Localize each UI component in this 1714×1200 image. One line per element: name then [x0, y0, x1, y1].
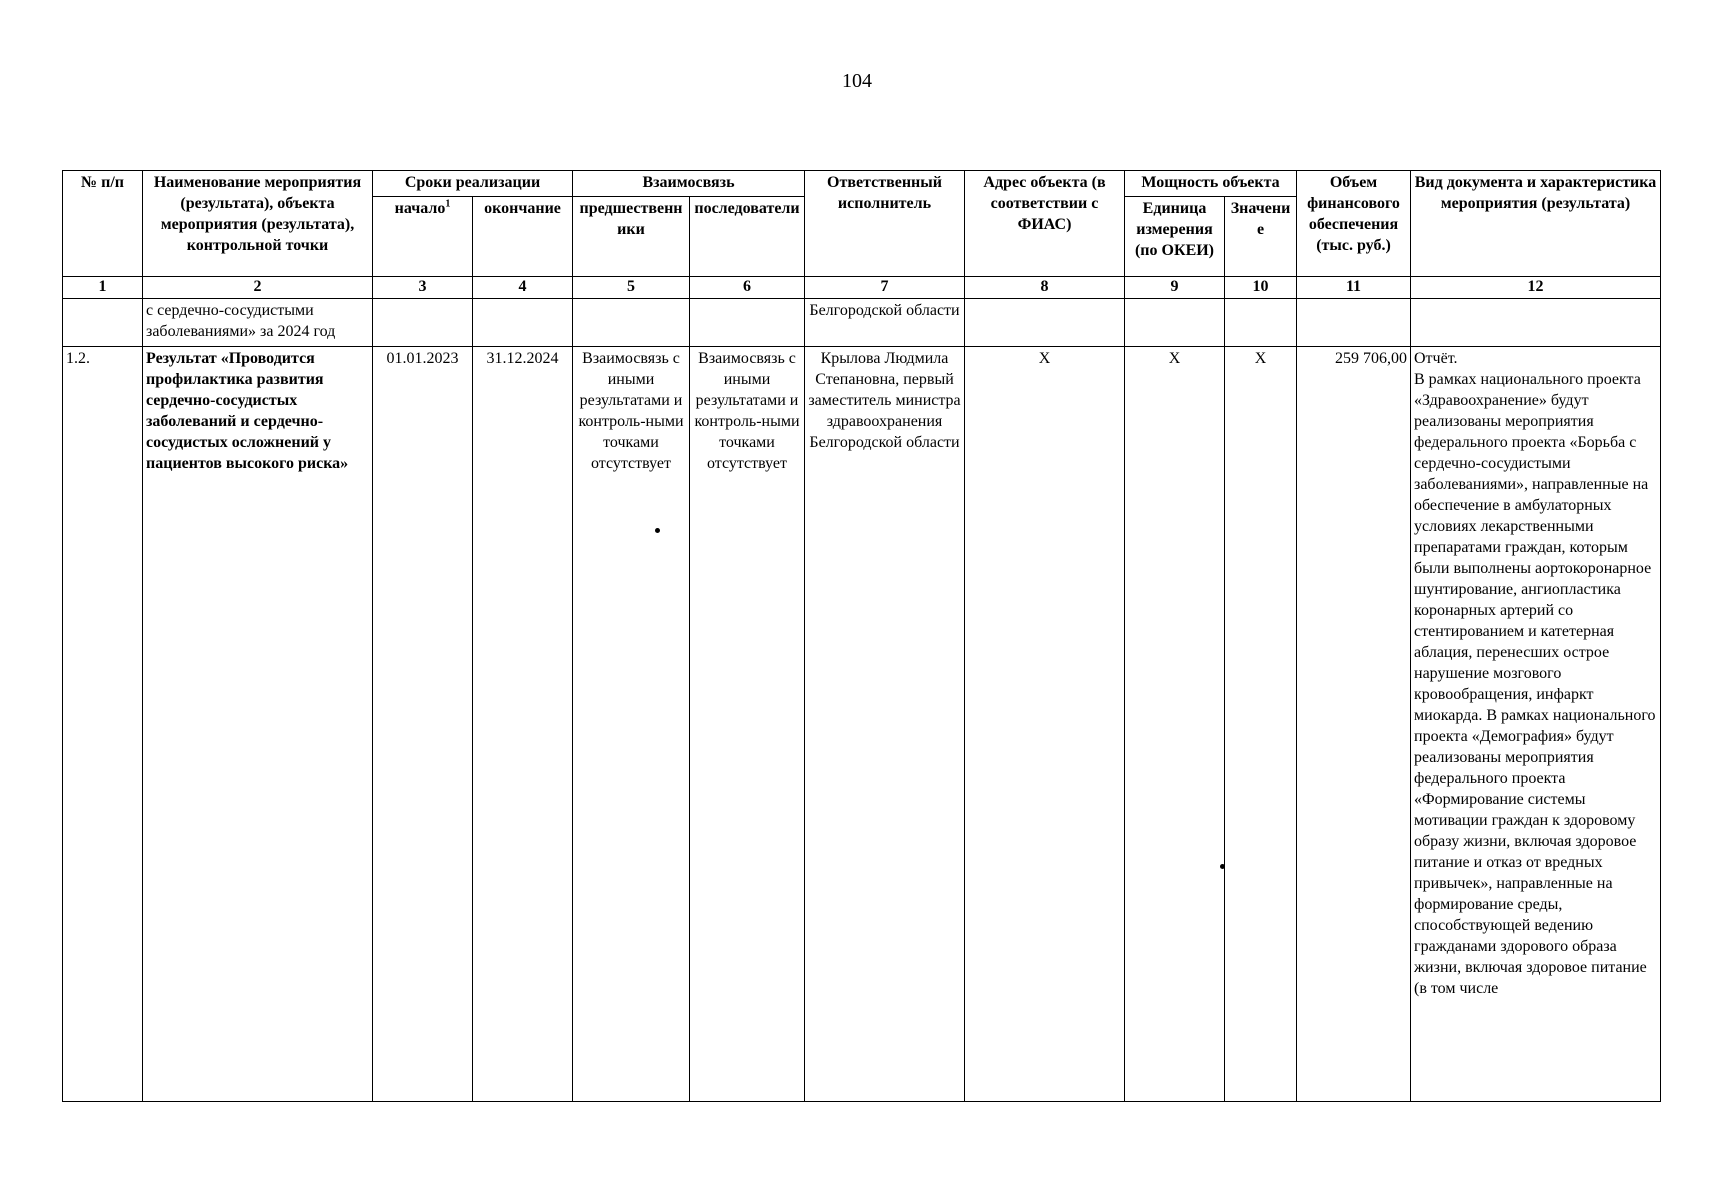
result-name: Результат «Проводится профилактика развития сердечно-сосудистых заболеваний и сердечно-сосудистых осложнений у пациентов высокого риска» — [143, 347, 373, 1102]
page-number: 104 — [842, 70, 872, 92]
col-number: 1 — [63, 276, 143, 298]
header-responsible: Ответственный исполнитель — [805, 171, 965, 277]
address-cell: X — [965, 347, 1125, 1102]
header-address: Адрес объекта (в соответствии с ФИАС) — [965, 171, 1125, 277]
col-number: 3 — [373, 276, 473, 298]
unit-cell: X — [1125, 347, 1225, 1102]
cell — [690, 298, 805, 346]
col-number: 6 — [690, 276, 805, 298]
row-number: 1.2. — [63, 347, 143, 1102]
header-row-1 — [63, 171, 1661, 197]
funding-cell: 259 706,00 — [1297, 347, 1411, 1102]
column-number-row — [63, 276, 1661, 298]
start-date: 01.01.2023 — [373, 347, 473, 1102]
header-timeline: Сроки реализации — [373, 171, 573, 197]
cell — [473, 298, 573, 346]
header-value: Значение — [1225, 196, 1297, 276]
responsible-cell: Крылова Людмила Степановна, первый заместитель министра здравоохранения Белгородской области — [805, 347, 965, 1102]
header-end: окончание — [473, 196, 573, 276]
activities-table — [62, 170, 1661, 1102]
header-successors: последователи — [690, 196, 805, 276]
cell — [1225, 298, 1297, 346]
header-relation: Взаимосвязь — [573, 171, 805, 197]
cell — [373, 298, 473, 346]
continuation-responsible: Белгородской области — [805, 298, 965, 346]
header-predecessors: предшественники — [573, 196, 690, 276]
end-date: 31.12.2024 — [473, 347, 573, 1102]
scan-speck — [1220, 864, 1225, 869]
continuation-row — [63, 298, 1661, 346]
col-number: 4 — [473, 276, 573, 298]
col-number: 7 — [805, 276, 965, 298]
header-num: № п/п — [63, 171, 143, 277]
col-number: 10 — [1225, 276, 1297, 298]
col-number: 12 — [1411, 276, 1661, 298]
header-start: начало$^1$ — [373, 196, 473, 276]
header-doc-type: Вид документа и характеристика мероприятия (результата) — [1411, 171, 1661, 277]
cell — [965, 298, 1125, 346]
col-number: 2 — [143, 276, 373, 298]
col-number: 11 — [1297, 276, 1411, 298]
scan-speck — [655, 528, 660, 533]
cell — [1297, 298, 1411, 346]
cell — [1125, 298, 1225, 346]
continuation-name: с сердечно-сосудистыми заболеваниями» за 2024 год — [143, 298, 373, 346]
value-cell: X — [1225, 347, 1297, 1102]
header-unit: Единица измерения (по ОКЕИ) — [1125, 196, 1225, 276]
cell — [63, 298, 143, 346]
table-row — [63, 347, 1661, 1102]
successors-cell: Взаимосвязь с иными результатами и контроль-ными точками отсутствует — [690, 347, 805, 1102]
cell — [1411, 298, 1661, 346]
header-name: Наименование мероприятия (результата), объекта мероприятия (результата), контрольной точки — [143, 171, 373, 277]
col-number: 5 — [573, 276, 690, 298]
col-number: 8 — [965, 276, 1125, 298]
doc-type-cell: Отчёт. В рамках национального проекта «Здравоохранение» будут реализованы мероприятия федерального проекта «Борьба с сердечно-сосудистыми заболеваниями», направленные на обеспечение в амбулаторных условиях лекарственными препаратами граждан, которым были выполнены аортокоронарное шунтирование, ангиопластика коронарных артерий со стентированием и катетерная аблация, перенесших острое нарушение мозгового кровообращения, инфаркт миокарда. В рамках национального проекта «Демография» будут реализованы мероприятия федерального проекта «Формирование системы мотивации граждан к здоровому образу жизни, включая здоровое питание и отказ от вредных привычек», направленные на формирование среды, способствующей ведению гражданами здорового образа жизни, включая здоровое питание (в том числе — [1411, 347, 1661, 1102]
header-funding: Объем финансового обеспечения (тыс. руб.) — [1297, 171, 1411, 277]
header-capacity: Мощность объекта — [1125, 171, 1297, 197]
col-number: 9 — [1125, 276, 1225, 298]
predecessors-cell: Взаимосвязь с иными результатами и контроль-ными точками отсутствует — [573, 347, 690, 1102]
cell — [573, 298, 690, 346]
